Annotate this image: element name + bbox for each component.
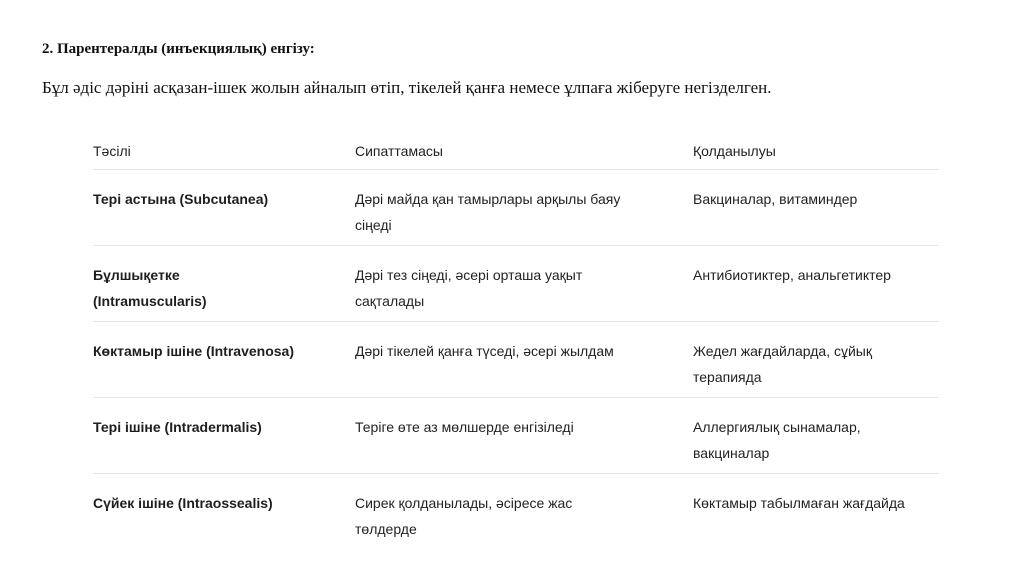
- table-row: [93, 246, 939, 322]
- table-header-row: [93, 128, 939, 170]
- section-heading: 2. Парентералды (инъекциялық) енгізу:: [42, 41, 315, 57]
- usage-cell: Аллергиялық сынамалар, вакциналар: [693, 419, 861, 461]
- description-cell: Дәрі тез сіңеді, әсері орташа уақыт сақталады: [355, 267, 583, 309]
- table-row: [93, 170, 939, 246]
- usage-cell: Көктамыр табылмаған жағдайда: [693, 495, 905, 511]
- usage-cell: Жедел жағдайларда, сұйық терапияда: [693, 343, 872, 385]
- table-row: [93, 398, 939, 474]
- description-cell: Дәрі тікелей қанға түседі, әсері жылдам: [355, 343, 614, 359]
- method-cell: Көктамыр ішіне (Intravenosa): [93, 343, 294, 359]
- method-cell: Бұлшықетке (Intramuscularis): [93, 267, 207, 309]
- column-header-method: Тәсілі: [93, 142, 131, 159]
- table-row: [93, 322, 939, 398]
- column-header-description: Сипаттамасы: [355, 142, 443, 159]
- method-cell: Тері ішіне (Intradermalis): [93, 419, 262, 435]
- description-cell: Дәрі майда қан тамырлары арқылы баяу сіңеді: [355, 191, 621, 233]
- description-cell: Теріге өте аз мөлшерде енгізіледі: [355, 419, 574, 435]
- intro-paragraph: Бұл әдіс дәріні асқазан-ішек жолын айналып өтіп, тікелей қанға немесе ұлпаға жіберуге негізделген.: [42, 78, 772, 97]
- usage-cell: Антибиотиктер, анальгетиктер: [693, 267, 891, 283]
- method-cell: Сүйек ішіне (Intraossealis): [93, 495, 273, 511]
- method-cell: Тері астына (Subcutanea): [93, 191, 269, 207]
- table-row: [93, 474, 939, 550]
- methods-table: [93, 128, 939, 550]
- description-cell: Сирек қолданылады, әсіресе жас төлдерде: [355, 495, 573, 537]
- usage-cell: Вакциналар, витаминдер: [693, 191, 858, 207]
- column-header-usage: Қолданылуы: [693, 142, 776, 159]
